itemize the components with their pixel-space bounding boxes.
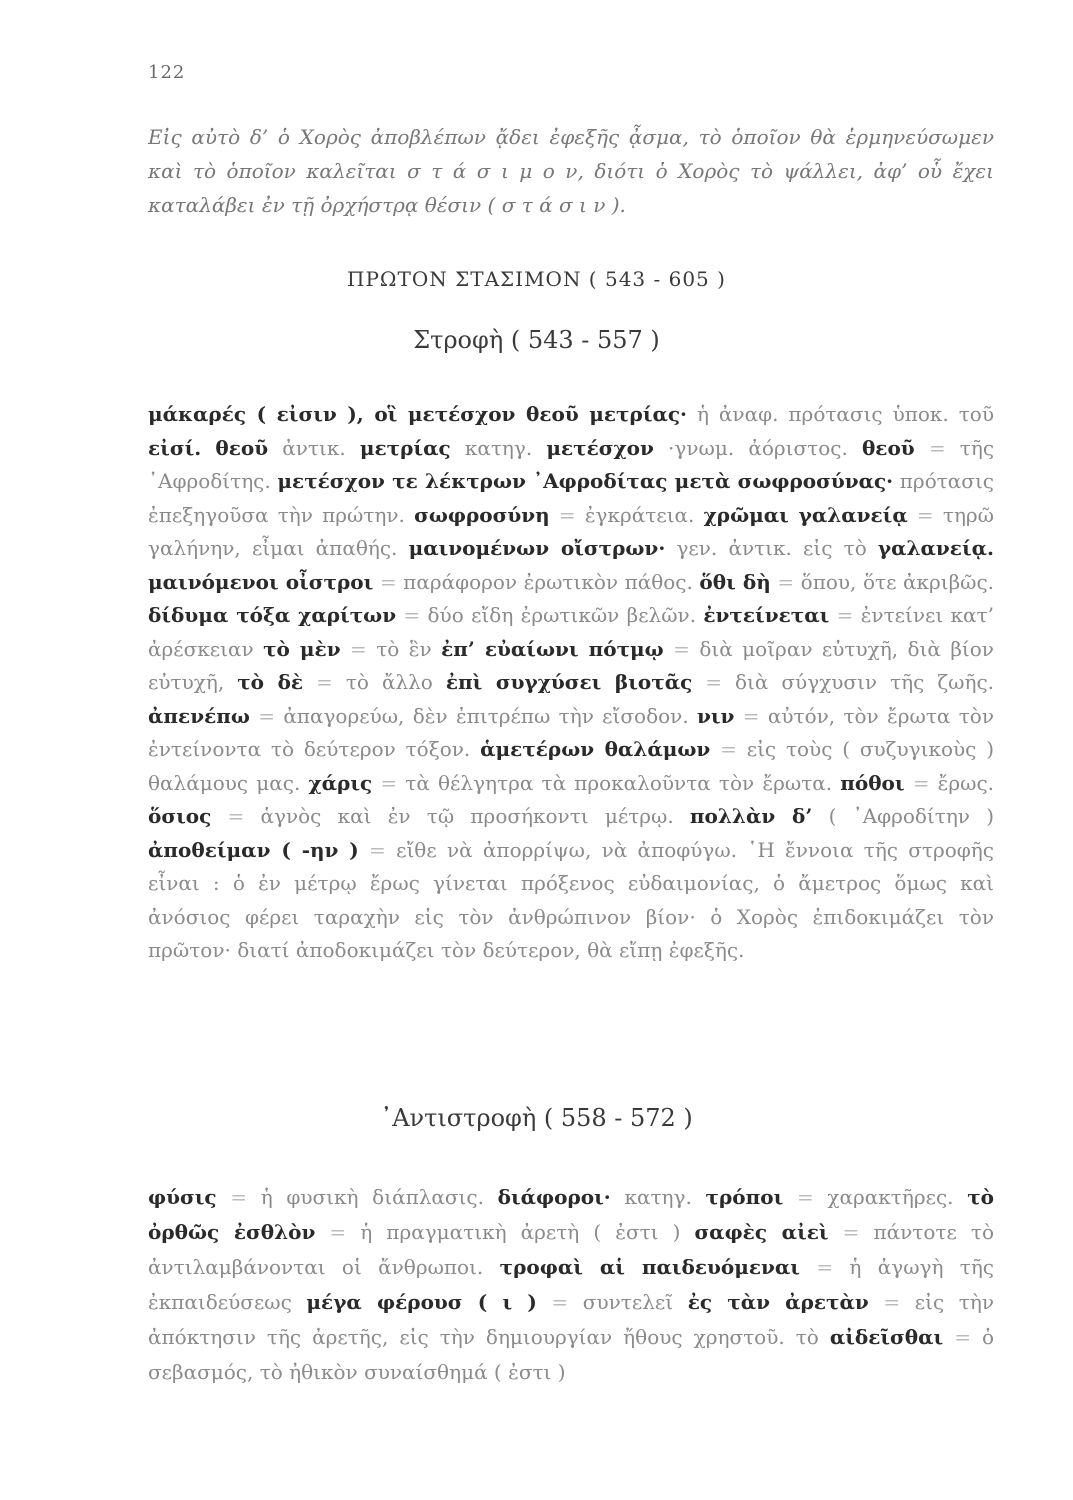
- antistrophe-commentary-paragraph: [148, 1180, 994, 1390]
- lemma-term: θεοῦ: [215, 435, 269, 460]
- equals-sign: =: [868, 1290, 915, 1314]
- lemma-term: ὅσιος: [148, 804, 212, 828]
- gloss-text: ὁ σεβασμός, τὸ ἠθικὸν συναίσθημά ( ἐστι ): [148, 1325, 994, 1384]
- page-number: 122: [148, 62, 186, 83]
- lemma-term: ἐπὶ συγχύσει βιοτᾶς: [445, 670, 693, 694]
- equals-sign: =: [828, 1220, 874, 1244]
- lemma-term: ἀπενέπω: [148, 703, 250, 728]
- lemma-term: ἁμετέρων θαλάμων: [480, 737, 711, 761]
- lemma-term: σωφροσύνη: [414, 502, 550, 527]
- gloss-text: διὰ μοῖραν εὐτυχῆ, διὰ βίον εὐτυχῆ,: [148, 636, 994, 694]
- equals-sign: =: [211, 804, 261, 828]
- gloss-text: ἡ φυσικὴ διάπλασις.: [260, 1185, 498, 1209]
- lemma-term: σαφὲς αἰεὶ: [694, 1220, 829, 1244]
- lemma-term: μετέσχον: [546, 435, 654, 460]
- subheading-strophe: Στροφὴ ( 543 - 557 ): [413, 326, 660, 354]
- gloss-text: ὅπου, ὅτε ἀκριβῶς.: [800, 569, 995, 594]
- lemma-term: μέγα φέρουσ ( ι ): [306, 1290, 537, 1314]
- intro-paragraph: Εἰς αὐτὸ δ’ ὁ Χορὸς ἀποβλέπων ᾄδει ἐφεξῆς ᾆσμα, τὸ ὁποῖον θὰ ἑρμηνεύσωμεν καὶ τὸ ὁποῖον καλεῖται σ τ ά σ ι μ ο ν, διότι ὁ Χορὸς τὸ ψάλλει, ἀφ’ οὗ ἔχει καταλάβει ἐν τῇ ὀρχήστρᾳ θέσιν ( σ τ ά σ ι ν ).: [148, 125, 994, 217]
- equals-sign: =: [315, 1220, 361, 1244]
- gloss-text: ἁγνὸς καὶ ἐν τῷ προσήκοντι μέτρῳ.: [260, 804, 690, 828]
- equals-sign: =: [249, 703, 284, 728]
- lemma-term: μετρίας: [359, 435, 451, 460]
- lemma-term: τὸ ὀρθῶς ἐσθλὸν: [148, 1185, 994, 1244]
- equals-sign: =: [536, 1290, 583, 1314]
- equals-sign: =: [770, 569, 801, 594]
- lemma-term: ἐντείνεται: [703, 603, 830, 627]
- gloss-text: πρότασις ἐπεξηγοῦσα τὴν πρώτην.: [148, 469, 994, 527]
- gloss-text: τῆς ᾿Αφροδίτης.: [148, 435, 995, 493]
- lemma-term: τὸ δὲ: [237, 670, 304, 694]
- gloss-text: ἡ ἀγωγὴ τῆς ἐκπαιδεύσεως: [148, 1255, 995, 1314]
- lemma-term: ὅθι δὴ: [699, 569, 771, 594]
- gloss-text: τὸ ἓν: [376, 636, 442, 661]
- equals-sign: =: [914, 435, 960, 460]
- lemma-term: διάφοροι·: [497, 1185, 611, 1209]
- strophe-commentary-paragraph: [148, 398, 994, 968]
- lemma-term: πόθοι: [840, 770, 905, 795]
- gloss-text: διὰ σύγχυσιν τῆς ζωῆς.: [735, 670, 995, 694]
- equals-sign: =: [373, 569, 404, 594]
- gloss-text: τὸ ἄλλο: [345, 670, 446, 694]
- gloss-text: ( ᾿Αφροδίτην ): [812, 804, 994, 828]
- gloss-text: παράφορον ἐρωτικὸν πάθος.: [403, 569, 700, 594]
- equals-sign: =: [396, 603, 428, 627]
- gloss-text: συντελεῖ: [582, 1290, 688, 1314]
- equals-sign: =: [340, 636, 377, 661]
- lemma-term: τὸ μὲν: [263, 636, 341, 661]
- equals-sign: =: [904, 770, 938, 795]
- lemma-term: μετέσχον τε λέκτρων ᾿Αφροδίτας μετὰ σωφροσύνας·: [277, 469, 894, 493]
- gloss-text: ἐντείνει κατ’ ἀρέσκειαν: [148, 603, 994, 661]
- equals-sign: =: [710, 737, 747, 761]
- lemma-term: δίδυμα τόξα χαρίτων: [148, 603, 397, 627]
- equals-sign: =: [783, 1185, 828, 1209]
- equals-sign: =: [829, 603, 861, 627]
- gloss-text: τὰ θέλγητρα τὰ προκαλοῦντα τὸν ἔρωτα.: [405, 770, 841, 795]
- equals-sign: =: [216, 1185, 261, 1209]
- lemma-term: ἀποθείμαν ( -ην ): [148, 837, 359, 862]
- gloss-text: ἔρως.: [937, 770, 995, 795]
- gloss-text: ἡ ἀναφ. πρότασις ὑποκ. τοῦ: [687, 402, 994, 426]
- lemma-term: ἐς τὰν ἀρετὰν: [687, 1290, 869, 1314]
- section-heading-stasimon: ΠΡΩΤΟΝ ΣΤΑΣΙΜΟΝ ( 543 - 605 ): [347, 267, 726, 291]
- lemma-term: νιν: [697, 703, 735, 728]
- gloss-text: ·γνωμ. ἀόριστος.: [653, 435, 862, 460]
- equals-sign: =: [800, 1255, 850, 1279]
- lemma-term: τροφαὶ αἱ παιδευόμεναι: [499, 1255, 800, 1279]
- lemma-term: ἐπ’ εὐαίωνι πότμῳ: [441, 636, 664, 661]
- gloss-text: [201, 436, 215, 460]
- gloss-text: τηρῶ γαλήνην, εἶμαι ἀπαθής.: [148, 502, 994, 560]
- equals-sign: =: [943, 1325, 982, 1349]
- equals-sign: =: [692, 670, 736, 694]
- gloss-text: δύο εἴδη ἐρωτικῶν βελῶν.: [427, 603, 704, 627]
- equals-sign: =: [907, 502, 943, 527]
- equals-sign: =: [358, 837, 397, 862]
- equals-sign: =: [303, 670, 346, 694]
- lemma-term: χρῶμαι γαλανείᾳ: [703, 502, 908, 527]
- lemma-term: γαλανείᾳ. μαινόμενοι οἶστροι: [148, 536, 994, 594]
- lemma-term: τρόποι: [705, 1185, 784, 1209]
- equals-sign: =: [372, 770, 406, 795]
- equals-sign: =: [734, 703, 768, 728]
- lemma-term: εἰσί.: [148, 435, 202, 460]
- lemma-term: αἰδεῖσθαι: [829, 1325, 944, 1349]
- gloss-text: κατηγ.: [610, 1185, 706, 1209]
- gloss-text: αὐτόν, τὸν ἔρωτα τὸν ἐντείνοντα τὸ δεύτερον τόξον.: [148, 703, 994, 761]
- equals-sign: =: [663, 636, 700, 661]
- gloss-text: ἐγκράτεια.: [584, 502, 704, 527]
- gloss-text: χαρακτῆρες.: [827, 1185, 968, 1209]
- subheading-antistrophe: ᾿Αντιστροφὴ ( 558 - 572 ): [380, 1104, 693, 1132]
- lemma-term: μάκαρές ( εἰσιν ), οἳ μετέσχον θεοῦ μετρίας·: [148, 402, 688, 426]
- gloss-text: κατηγ.: [450, 435, 547, 460]
- gloss-text: εἰς τοὺς ( συζυγικοὺς ) θαλάμους μας.: [148, 737, 994, 795]
- gloss-text: ἡ πραγματικὴ ἀρετὴ ( ἐστι ): [360, 1220, 695, 1244]
- equals-sign: =: [549, 502, 585, 527]
- gloss-text: εἰς τὴν ἀπόκτησιν τῆς ἀρετῆς, εἰς τὴν δημιουργίαν ἤθους χρηστοῦ. τὸ: [148, 1290, 994, 1349]
- lemma-term: μαινομένων οἴστρων·: [408, 536, 666, 560]
- gloss-text: ἀπαγορεύω, δὲν ἐπιτρέπω τὴν εἴσοδον.: [283, 703, 697, 728]
- lemma-term: φύσις: [148, 1185, 217, 1209]
- gloss-text: πάντοτε τὸ ἀντιλαμβάνονται οἱ ἄνθρωποι.: [148, 1220, 994, 1279]
- lemma-term: χάρις: [308, 770, 373, 795]
- lemma-term: θεοῦ: [861, 435, 915, 460]
- gloss-text: ἀντικ.: [268, 435, 360, 460]
- gloss-text: εἴθε νὰ ἀπορρίψω, νὰ ἀποφύγω. ῾Η ἔννοια τῆς στροφῆς εἶναι : ὁ ἐν μέτρῳ ἔρως γίνεται πρόξενος εὐδαιμονίας, ὁ ἄμετρος ὅμως καὶ ἀνόσιος φέρει ταραχὴν εἰς τὸν ἀνθρώπινον βίον· ὁ Χορὸς ἐπιδοκιμάζει τὸν πρῶτον· διατί ἀποδοκιμάζει τὸν δεύτερον, θὰ εἴπῃ ἐφεξῆς.: [148, 837, 994, 962]
- lemma-term: πολλὰν δ’: [689, 804, 813, 828]
- gloss-text: γεν. ἀντικ. εἰς τὸ: [665, 536, 878, 560]
